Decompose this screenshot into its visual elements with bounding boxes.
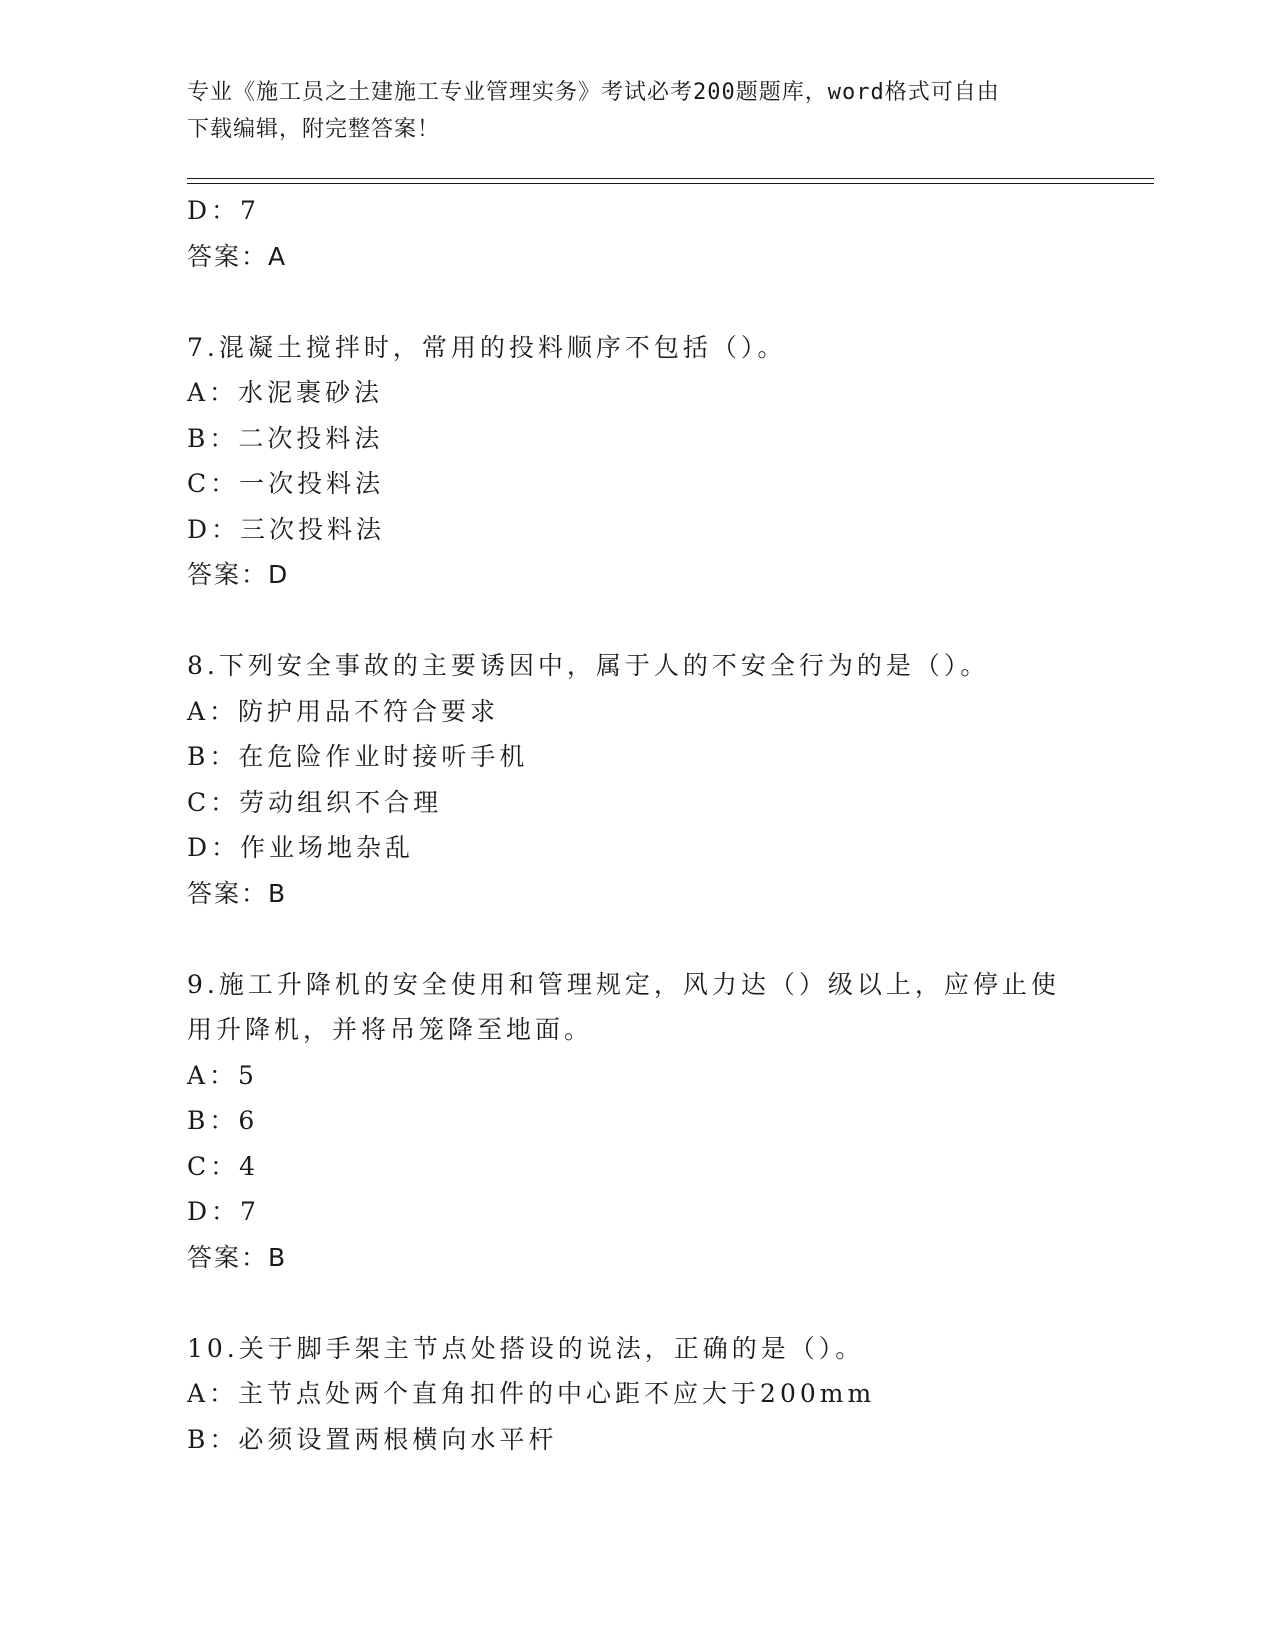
question-9 bbox=[187, 962, 1087, 1281]
question-10 bbox=[187, 1326, 1087, 1463]
question-text-line-1: 9.施工升降机的安全使用和管理规定，风力达（）级以上，应停止使 bbox=[187, 969, 1060, 999]
document-body bbox=[187, 188, 1087, 1462]
document-header bbox=[187, 74, 1087, 148]
question-text: 10.关于脚手架主节点处搭设的说法，正确的是（）。 bbox=[187, 1333, 865, 1363]
header-rule-bottom bbox=[187, 183, 1154, 184]
header-rule-top bbox=[187, 178, 1154, 179]
option-b: B：必须设置两根横向水平杆 bbox=[187, 1424, 558, 1454]
spacer bbox=[187, 279, 1087, 325]
option-a: A：防护用品不符合要求 bbox=[187, 696, 500, 726]
option-c: C：一次投料法 bbox=[187, 469, 385, 498]
header-line-1: 专业《施工员之土建施工专业管理实务》考试必考200题题库，word格式可自由 bbox=[187, 80, 1000, 105]
option-c: C：4 bbox=[187, 1151, 260, 1181]
option-d: D：7 bbox=[187, 196, 260, 225]
spacer bbox=[187, 916, 1087, 962]
option-d: D：7 bbox=[187, 1197, 260, 1226]
option-d: D：三次投料法 bbox=[187, 514, 386, 544]
question-7 bbox=[187, 325, 1087, 598]
question-text-line-2: 用升降机，并将吊笼降至地面。 bbox=[187, 1015, 594, 1044]
option-b: B：二次投料法 bbox=[187, 423, 384, 453]
answer-line: 答案：A bbox=[187, 241, 288, 271]
option-a: A：水泥裹砂法 bbox=[187, 378, 384, 407]
header-line-2: 下载编辑，附完整答案！ bbox=[187, 117, 441, 142]
option-a: A：主节点处两个直角扣件的中心距不应大于200mm bbox=[187, 1379, 876, 1408]
option-b: B：在危险作业时接听手机 bbox=[187, 742, 529, 771]
answer-line: 答案：D bbox=[187, 560, 290, 589]
question-text: 8.下列安全事故的主要诱因中，属于人的不安全行为的是（）。 bbox=[187, 651, 990, 680]
option-d: D：作业场地杂乱 bbox=[187, 833, 415, 862]
option-c: C：劳动组织不合理 bbox=[187, 787, 443, 817]
spacer bbox=[187, 598, 1087, 644]
option-b: B：6 bbox=[187, 1106, 259, 1135]
question-text: 7.混凝土搅拌时，常用的投料顺序不包括（）。 bbox=[187, 332, 787, 362]
spacer bbox=[187, 1280, 1087, 1326]
option-a: A：5 bbox=[187, 1060, 258, 1090]
question-8 bbox=[187, 643, 1087, 916]
answer-line: 答案：B bbox=[187, 1242, 288, 1272]
answer-line: 答案：B bbox=[187, 878, 288, 908]
